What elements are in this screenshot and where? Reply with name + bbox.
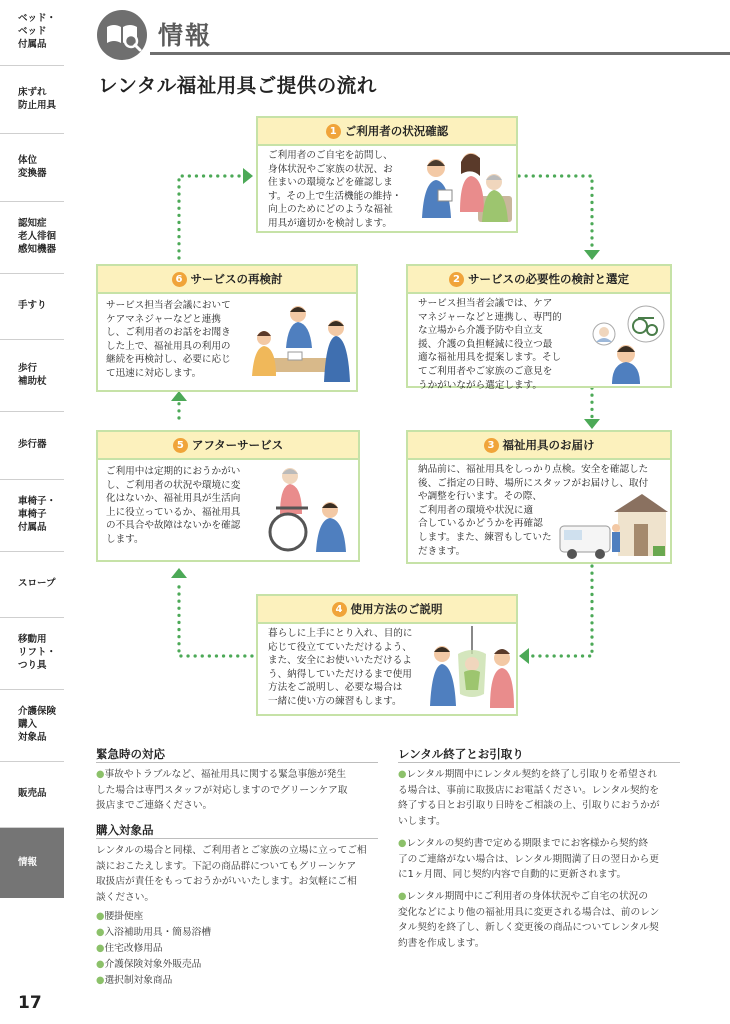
step-number-badge: 5: [173, 438, 188, 453]
rental-end-rule: [398, 762, 680, 763]
step-number-badge: 4: [332, 602, 347, 617]
step-title: アフターサービス: [191, 438, 284, 452]
section-title: レンタル福祉用具ご提供の流れ: [98, 74, 377, 97]
delivery-illustration: [558, 490, 670, 562]
step-title: 福祉用具のお届け: [502, 438, 595, 452]
meeting-illustration: [248, 298, 356, 386]
sidebar-item-walker[interactable]: 歩行器: [0, 412, 64, 480]
sidebar-item-bed[interactable]: ベッド・ ベッド 付属品: [0, 0, 64, 66]
arrow-head-2-3: [584, 419, 600, 429]
arrow-head-5-6: [171, 391, 187, 401]
sidebar-item-handrail[interactable]: 手すり: [0, 274, 64, 340]
rental-end-heading: レンタル終了とお引取り: [398, 747, 524, 761]
step-number-badge: 3: [484, 438, 499, 453]
page-title: 情報: [158, 21, 213, 50]
wheelchair-check-illustration: [268, 462, 358, 558]
step-number-badge: 1: [326, 124, 341, 139]
emergency-heading: 緊急時の対応: [96, 747, 165, 761]
sidebar-item-info[interactable]: 情報: [0, 828, 64, 898]
purchase-item: ●住宅改修用品: [96, 943, 163, 954]
step-title: サービスの必要性の検討と選定: [468, 272, 629, 286]
step-card-6: [96, 264, 358, 392]
purchase-item: ●腰掛便座: [96, 911, 144, 922]
sidebar-item-insurance-purchase[interactable]: 介護保険 購入 対象品: [0, 690, 64, 762]
step-title: ご利用者の状況確認: [344, 124, 449, 138]
lift-instruction-illustration: [428, 624, 516, 714]
emergency-rule: [96, 762, 378, 763]
page-number: 17: [18, 993, 42, 1013]
step-description: ご利用中は定期的におうかがい し、ご利用者の状況や環境に変 化はないか、福祉用具が生活向 上に役立っているか、福祉用具 の不具合や故障はないかを確認 します。: [106, 466, 241, 546]
step-description: ご利用者のご自宅を訪問し、 身体状況やご家族の状況、お 住まいの環境などを確認しま す。その上で生活機能の維持・ 向上のためにどのような福祉 用具が適切かを検討します。: [268, 150, 402, 230]
sidebar-item-lift[interactable]: 移動用 リフト・ つり具: [0, 618, 64, 690]
step-card-2: [406, 264, 672, 391]
step-card-5: [96, 430, 360, 562]
step-number-badge: 2: [449, 272, 464, 287]
step-title: 使用方法のご説明: [350, 602, 443, 616]
arrow-head-3-4: [519, 648, 529, 664]
sidebar-item-pressure-ulcer[interactable]: 床ずれ 防止用具: [0, 66, 64, 134]
emergency-text: ●事故やトラブルなど、福祉用具に関する緊急事態が発生 した場合は専門スタッフが対応しますのでグリーンケア取 扱店までご連絡ください。: [96, 769, 348, 812]
purchase-text: レンタルの場合と同様、ご利用者とご家族の立場に立ってご相 談におこたえします。下記の商品群についてもグリーンケア 取扱店が責任をもっておうかがいいたします。お気軽にご相 談ください。: [96, 845, 367, 904]
purchase-heading: 購入対象品: [96, 823, 154, 837]
sidebar-item-wheelchair[interactable]: 車椅子・ 車椅子 付属品: [0, 480, 64, 552]
purchase-item: ●入浴補助用具・簡易浴槽: [96, 927, 212, 938]
purchase-rule: [96, 838, 378, 839]
step-number-badge: 6: [172, 272, 187, 287]
sidebar-item-position-changer[interactable]: 体位 変換器: [0, 134, 64, 202]
purchase-item: ●介護保険対象外販売品: [96, 959, 202, 970]
sidebar-item-walking-cane[interactable]: 歩行 補助杖: [0, 340, 64, 412]
care-manager-illustration: [588, 298, 672, 384]
step-title: サービスの再検討: [190, 272, 283, 286]
step-card-1: [256, 116, 518, 233]
purchase-item: ●選択制対象商品: [96, 975, 173, 986]
arrow-head-4-5: [171, 568, 187, 578]
rental-end-text: ●レンタル期間中にレンタル契約を終了し引取りを希望され る場合は、事前に取扱店にお電話ください。レンタル契約を 終了する日とお引取り日時をご相談の上、引取りにおうかが いします。 ●レンタルの契約書で定める期限までにお客様から契約終 了のご連絡がない場合は、レンタル期間満了日の翌日から更 に1ヶ月間、同じ契約内容で自動的に更新されます。 ●レンタル期間中にご利用者の身体状況やご自宅の状況の 変化などにより他の福祉用具に変更される場合は、前のレン タル契約を終了し、新しく変更後の商品についてレンタル契 約書を作成します。: [398, 769, 660, 950]
home-visit-illustration: [416, 146, 514, 228]
sidebar-item-dementia-sensor[interactable]: 認知症 老人徘徊 感知機器: [0, 202, 64, 274]
step-description: サービス担当者会議では、ケア マネジャーなどと連携し、専門的 な立場から介護予防や自立支 援、介護の負担軽減に役立つ最 適な福祉用具を提案します。そし てご利用者やご家族のご意見を うかがいながら選定します。: [418, 298, 562, 391]
sidebar-item-slope[interactable]: スロープ: [0, 552, 64, 618]
arrow-head-6-1: [243, 168, 253, 184]
step-description: 納品前に、福祉用具をしっかり点検。安全を確認した 後、ご指定の日時、場所にスタッフがお届けし、取付 や調整を行います。その際、 ご利用者の環境や状況に適 合しているかどうかを再確認 します。また、練習もしていた だきます。: [418, 464, 649, 557]
step-description: 暮らしに上手にとり入れ、目的に 応じて役立てていただけるよう、 また、安全にお使いいただけるよ う、納得していただけるまで使用 方法をご説明し、必要な場合は 一緒に使い方の練習もします。: [268, 628, 413, 708]
arrow-head-1-2: [584, 250, 600, 260]
step-description: サービス担当者会議において ケアマネジャーなどと連携 し、ご利用者のお話をお聞き した上で、福祉用具の利用の 継続を再検討し、必要に応じ て迅速に対応します。: [106, 300, 231, 380]
step-card-3: [406, 430, 672, 564]
sidebar-item-sales[interactable]: 販売品: [0, 762, 64, 828]
step-card-4: [256, 594, 518, 716]
